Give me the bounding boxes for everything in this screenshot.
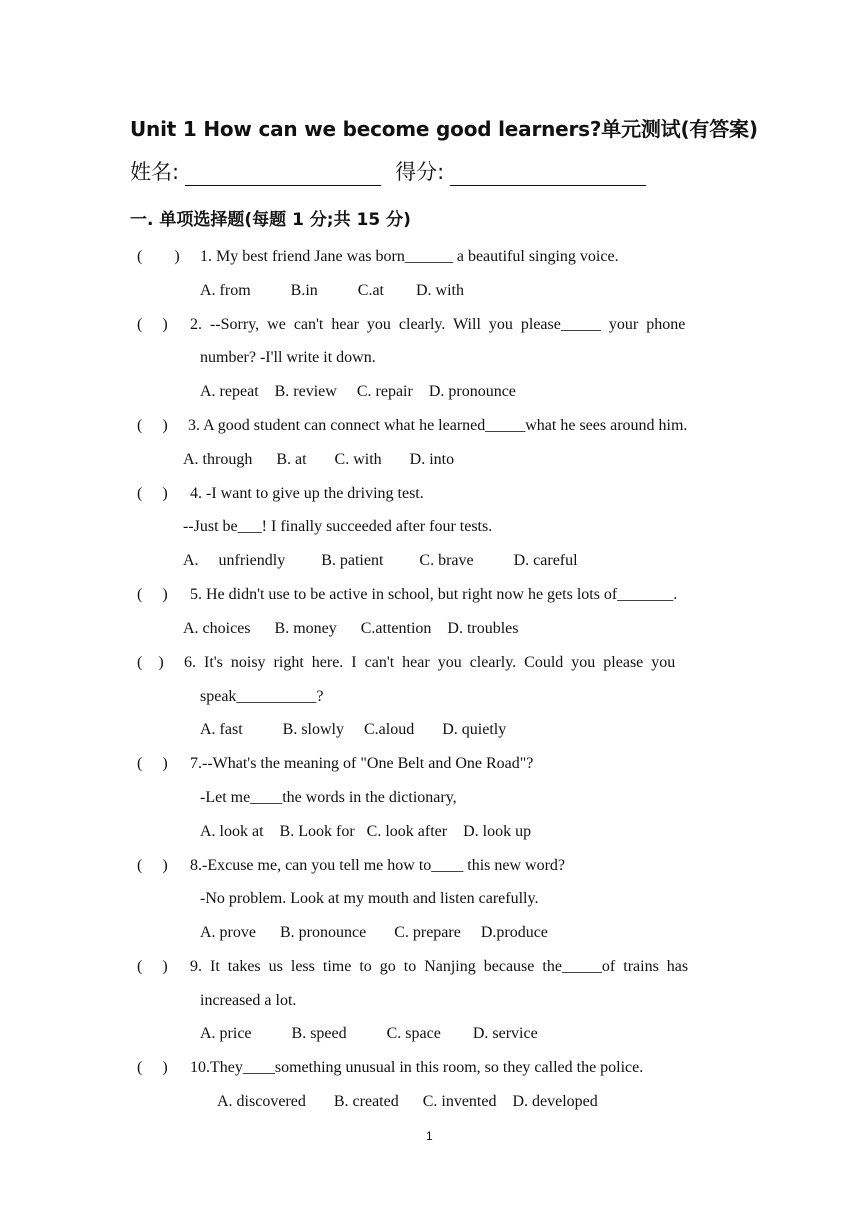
question-8-options: A. prove B. pronounce C. prepare D.produce bbox=[200, 924, 548, 941]
answer-paren-10[interactable]: ( ) bbox=[137, 1059, 168, 1076]
question-5-stem: 5. He didn't use to be active in school, but right now he gets lots of_______. bbox=[190, 586, 678, 603]
answer-paren-1[interactable]: ( ) bbox=[137, 248, 180, 265]
answer-paren-2[interactable]: ( ) bbox=[137, 316, 168, 333]
question-6-stem-line1: 6. It's noisy right here. I can't hear you clearly. Could you please you bbox=[184, 654, 676, 671]
question-7-stem: 7.--What's the meaning of "One Belt and One Road"? bbox=[190, 755, 534, 772]
score-label: 得分: bbox=[395, 160, 445, 184]
question-4-stem: 4. -I want to give up the driving test. bbox=[190, 485, 424, 502]
question-3-stem: 3. A good student can connect what he learned_____what he sees around him. bbox=[188, 417, 688, 434]
answer-paren-8[interactable]: ( ) bbox=[137, 857, 168, 874]
question-5-options: A. choices B. money C.attention D. troubles bbox=[183, 620, 519, 637]
question-7-options: A. look at B. Look for C. look after D. look up bbox=[200, 823, 532, 840]
answer-paren-4[interactable]: ( ) bbox=[137, 485, 168, 502]
question-4-stem-line2: --Just be___! I finally succeeded after four tests. bbox=[183, 518, 493, 535]
question-3-options: A. through B. at C. with D. into bbox=[183, 451, 455, 468]
question-6-options: A. fast B. slowly C.aloud D. quietly bbox=[200, 721, 507, 738]
section-title: 一. 单项选择题(每题 1 分;共 15 分) bbox=[130, 210, 411, 230]
answer-paren-6[interactable]: ( ) bbox=[137, 654, 164, 671]
question-8-stem: 8.-Excuse me, can you tell me how to____ this new word? bbox=[190, 857, 566, 874]
question-9-stem-line1: 9. It takes us less time to go to Nanjing because the_____of trains has bbox=[190, 958, 689, 975]
answer-paren-7[interactable]: ( ) bbox=[137, 755, 168, 772]
question-10-options: A. discovered B. created C. invented D. developed bbox=[217, 1093, 598, 1110]
answer-paren-3[interactable]: ( ) bbox=[137, 417, 168, 434]
page-title: Unit 1 How can we become good learners?单元测试(有答案) bbox=[130, 117, 758, 141]
score-blank[interactable] bbox=[450, 163, 646, 186]
question-8-stem-line2: -No problem. Look at my mouth and listen carefully. bbox=[200, 890, 539, 907]
question-1-options: A. from B.in C.at D. with bbox=[200, 282, 464, 299]
question-6-stem-line2: speak__________? bbox=[200, 688, 324, 705]
name-score-row bbox=[130, 156, 646, 186]
answer-paren-5[interactable]: ( ) bbox=[137, 586, 168, 603]
page-number: 1 bbox=[426, 1129, 433, 1143]
question-2-options: A. repeat B. review C. repair D. pronounce bbox=[200, 383, 516, 400]
question-1-stem: 1. My best friend Jane was born______ a beautiful singing voice. bbox=[200, 248, 619, 265]
question-4-options: A. unfriendly B. patient C. brave D. careful bbox=[183, 552, 578, 569]
question-9-stem-line2: increased a lot. bbox=[200, 992, 297, 1009]
name-label: 姓名: bbox=[130, 160, 180, 184]
name-blank[interactable] bbox=[185, 163, 381, 186]
question-2-stem-line2: number? -I'll write it down. bbox=[200, 349, 376, 366]
question-10-stem: 10.They____something unusual in this room, so they called the police. bbox=[190, 1059, 644, 1076]
question-7-stem-line2: -Let me____the words in the dictionary, bbox=[200, 789, 457, 806]
question-9-options: A. price B. speed C. space D. service bbox=[200, 1025, 538, 1042]
answer-paren-9[interactable]: ( ) bbox=[137, 958, 168, 975]
question-2-stem-line1: 2. --Sorry, we can't hear you clearly. Will you please_____ your phone bbox=[190, 316, 686, 333]
